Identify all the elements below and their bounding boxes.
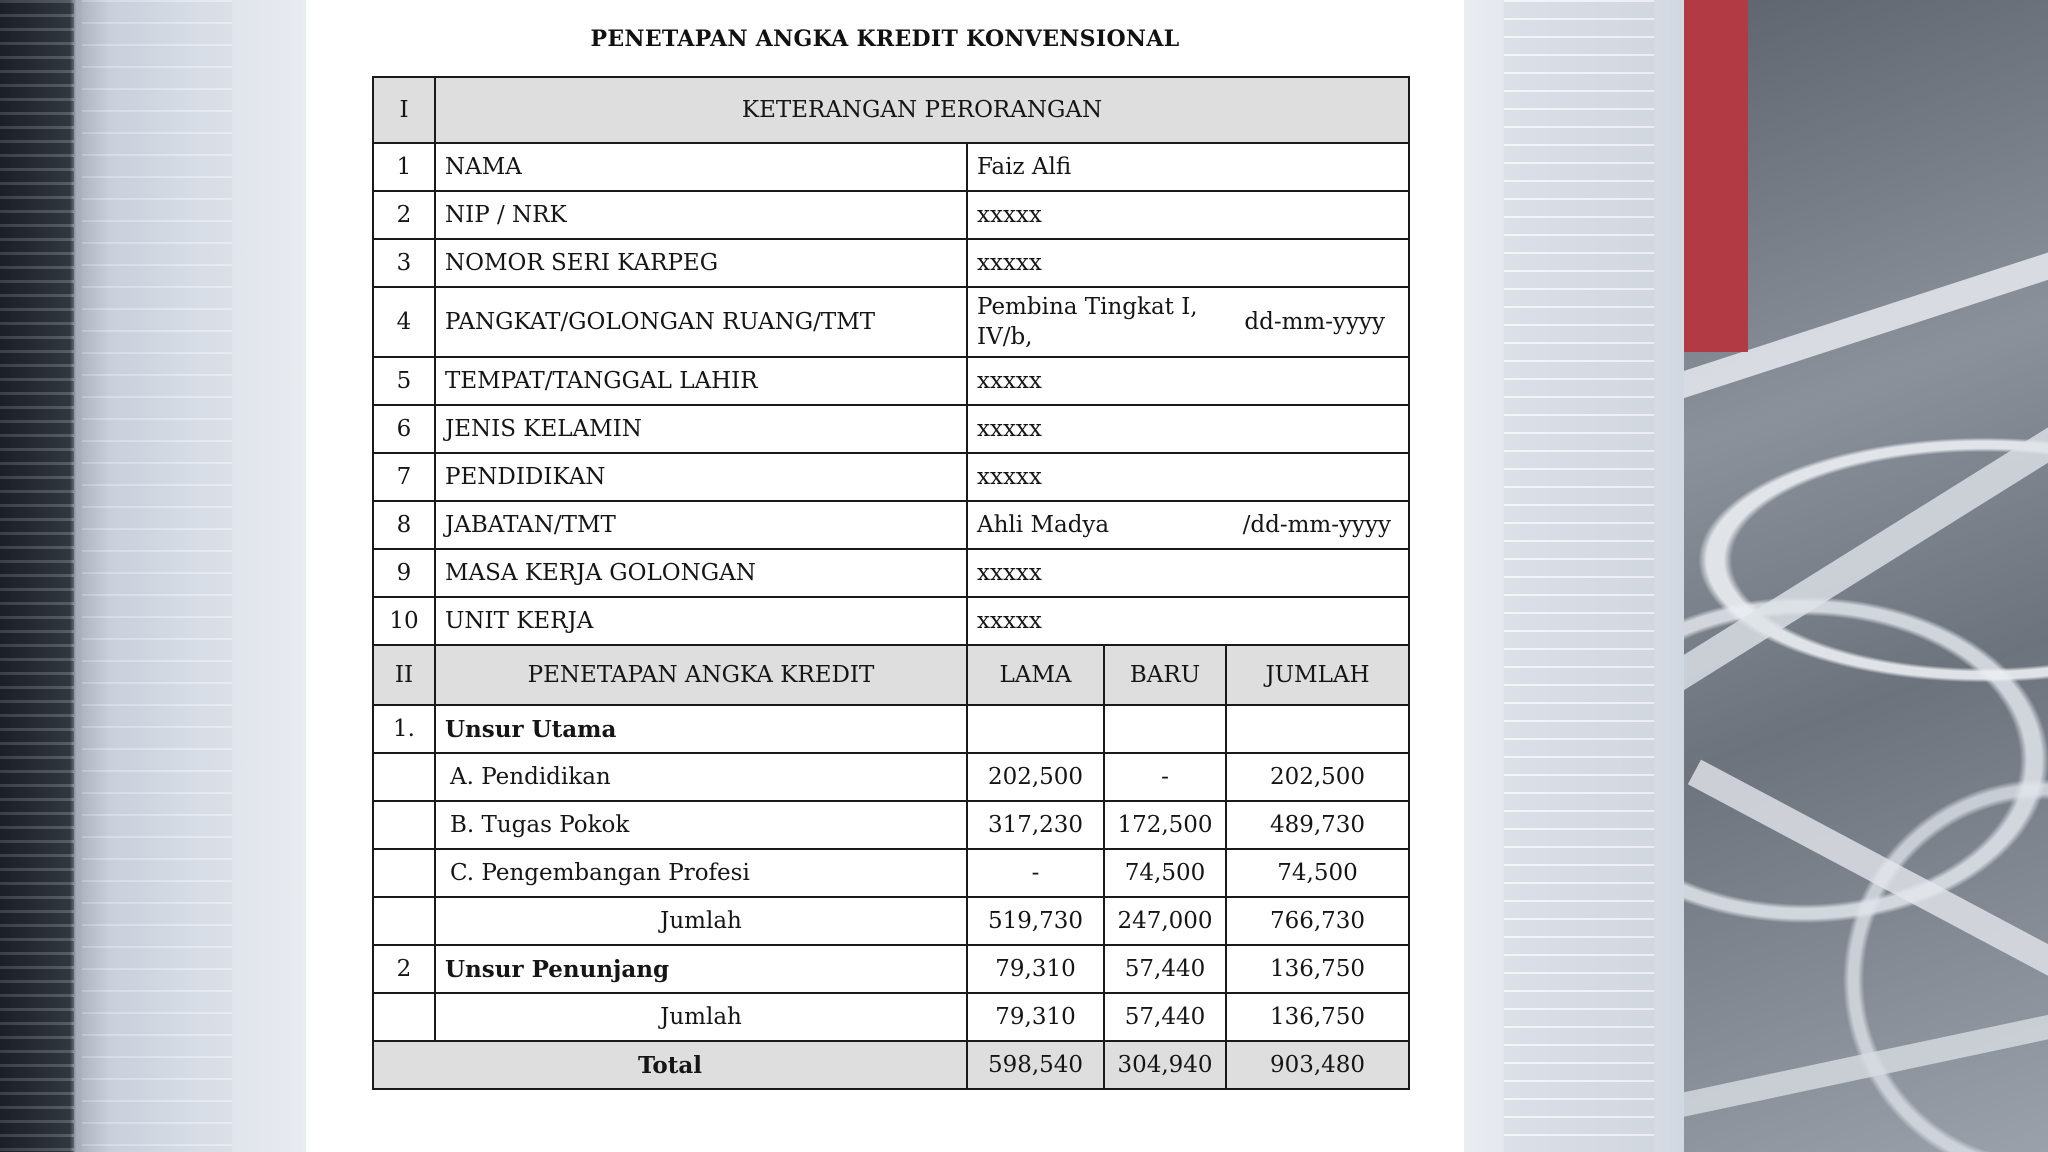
table-row bbox=[373, 945, 1409, 993]
subtotal-label: Jumlah bbox=[435, 897, 967, 945]
field-value: xxxxx bbox=[967, 357, 1409, 405]
pangkat-value: Pembina Tingkat I, IV/b, bbox=[977, 294, 1198, 350]
table-row bbox=[373, 357, 1409, 405]
value-baru: 247,000 bbox=[1104, 897, 1226, 945]
row-number: 9 bbox=[373, 549, 435, 597]
empty-cell bbox=[373, 801, 435, 849]
empty-cell bbox=[373, 897, 435, 945]
table-row bbox=[373, 453, 1409, 501]
row-number: 8 bbox=[373, 501, 435, 549]
value-jumlah: 74,500 bbox=[1226, 849, 1409, 897]
row-number: 2 bbox=[373, 945, 435, 993]
section-number: II bbox=[373, 645, 435, 705]
value-jumlah: 489,730 bbox=[1226, 801, 1409, 849]
empty-cell bbox=[1104, 705, 1226, 753]
table-row bbox=[373, 597, 1409, 645]
column-header-jumlah: JUMLAH bbox=[1226, 645, 1409, 705]
document-title: PENETAPAN ANGKA KREDIT KONVENSIONAL bbox=[590, 26, 1180, 52]
value-lama: 79,310 bbox=[967, 993, 1104, 1041]
value-baru: 57,440 bbox=[1104, 945, 1226, 993]
field-value: xxxxx bbox=[967, 239, 1409, 287]
column-header-lama: LAMA bbox=[967, 645, 1104, 705]
section-header-row bbox=[373, 645, 1409, 705]
value-lama: - bbox=[967, 849, 1104, 897]
value-lama: 598,540 bbox=[967, 1041, 1104, 1089]
pangkat-tmt-date: dd-mm-yyyy bbox=[1244, 309, 1385, 335]
jabatan-tmt-date: /dd-mm-yyyy bbox=[1242, 512, 1391, 538]
row-number: 5 bbox=[373, 357, 435, 405]
total-label: Total bbox=[373, 1041, 967, 1089]
row-number: 1. bbox=[373, 705, 435, 753]
value-jumlah: 903,480 bbox=[1226, 1041, 1409, 1089]
table-row bbox=[373, 239, 1409, 287]
angka-kredit-table bbox=[372, 76, 1410, 1090]
table-row bbox=[373, 143, 1409, 191]
red-accent-bar bbox=[1684, 0, 1748, 352]
field-label: JABATAN/TMT bbox=[435, 501, 967, 549]
column-header-baru: BARU bbox=[1104, 645, 1226, 705]
table-row bbox=[373, 801, 1409, 849]
jabatan-value: Ahli Madya bbox=[977, 512, 1110, 538]
empty-cell bbox=[373, 993, 435, 1041]
value-lama: 317,230 bbox=[967, 801, 1104, 849]
row-number: 2 bbox=[373, 191, 435, 239]
value-baru: 304,940 bbox=[1104, 1041, 1226, 1089]
table-row bbox=[373, 849, 1409, 897]
section-header-row bbox=[373, 77, 1409, 143]
field-label: PENDIDIKAN bbox=[435, 453, 967, 501]
background-middle-tower-photo bbox=[1464, 0, 1684, 1152]
field-value: xxxxx bbox=[967, 453, 1409, 501]
value-baru: 172,500 bbox=[1104, 801, 1226, 849]
value-baru: - bbox=[1104, 753, 1226, 801]
group-label: Unsur Utama bbox=[435, 705, 967, 753]
section-heading: KETERANGAN PERORANGAN bbox=[435, 77, 1409, 143]
field-label: TEMPAT/TANGGAL LAHIR bbox=[435, 357, 967, 405]
value-baru: 74,500 bbox=[1104, 849, 1226, 897]
table-row bbox=[373, 705, 1409, 753]
empty-cell bbox=[373, 753, 435, 801]
item-label: C. Pengembangan Profesi bbox=[435, 849, 967, 897]
table-row bbox=[373, 287, 1409, 357]
item-label: A. Pendidikan bbox=[435, 753, 967, 801]
value-jumlah: 766,730 bbox=[1226, 897, 1409, 945]
field-label: NIP / NRK bbox=[435, 191, 967, 239]
table-row bbox=[373, 191, 1409, 239]
field-value: xxxxx bbox=[967, 405, 1409, 453]
table-row bbox=[373, 549, 1409, 597]
table-row bbox=[373, 501, 1409, 549]
empty-cell bbox=[373, 849, 435, 897]
row-number: 3 bbox=[373, 239, 435, 287]
section-number: I bbox=[373, 77, 435, 143]
value-jumlah: 202,500 bbox=[1226, 753, 1409, 801]
glass-tower-decoration bbox=[82, 0, 232, 1152]
pangkat-cell bbox=[977, 292, 1399, 352]
field-value-jabatan bbox=[967, 501, 1409, 549]
field-label: UNIT KERJA bbox=[435, 597, 967, 645]
subtotal-row bbox=[373, 897, 1409, 945]
glass-facade-decoration bbox=[1504, 0, 1654, 1152]
value-jumlah: 136,750 bbox=[1226, 993, 1409, 1041]
field-label: NAMA bbox=[435, 143, 967, 191]
field-label: NOMOR SERI KARPEG bbox=[435, 239, 967, 287]
jabatan-cell bbox=[977, 512, 1399, 538]
empty-cell bbox=[967, 705, 1104, 753]
value-lama: 519,730 bbox=[967, 897, 1104, 945]
total-row bbox=[373, 1041, 1409, 1089]
row-number: 7 bbox=[373, 453, 435, 501]
value-jumlah: 136,750 bbox=[1226, 945, 1409, 993]
field-value: xxxxx bbox=[967, 549, 1409, 597]
subtotal-row bbox=[373, 993, 1409, 1041]
building-floors-decoration bbox=[0, 0, 74, 1152]
section-heading: PENETAPAN ANGKA KREDIT bbox=[435, 645, 967, 705]
table-row bbox=[373, 753, 1409, 801]
value-lama: 202,500 bbox=[967, 753, 1104, 801]
row-number: 6 bbox=[373, 405, 435, 453]
row-number: 10 bbox=[373, 597, 435, 645]
field-label: MASA KERJA GOLONGAN bbox=[435, 549, 967, 597]
field-value-pangkat bbox=[967, 287, 1409, 357]
field-label: JENIS KELAMIN bbox=[435, 405, 967, 453]
group-label: Unsur Penunjang bbox=[435, 945, 967, 993]
value-lama: 79,310 bbox=[967, 945, 1104, 993]
field-value: xxxxx bbox=[967, 191, 1409, 239]
empty-cell bbox=[1226, 705, 1409, 753]
table-row bbox=[373, 405, 1409, 453]
row-number: 4 bbox=[373, 287, 435, 357]
value-baru: 57,440 bbox=[1104, 993, 1226, 1041]
background-left-building-photo bbox=[0, 0, 306, 1152]
field-label: PANGKAT/GOLONGAN RUANG/TMT bbox=[435, 287, 967, 357]
subtotal-label: Jumlah bbox=[435, 993, 967, 1041]
field-value: Faiz Alfi bbox=[967, 143, 1409, 191]
item-label: B. Tugas Pokok bbox=[435, 801, 967, 849]
row-number: 1 bbox=[373, 143, 435, 191]
field-value: xxxxx bbox=[967, 597, 1409, 645]
